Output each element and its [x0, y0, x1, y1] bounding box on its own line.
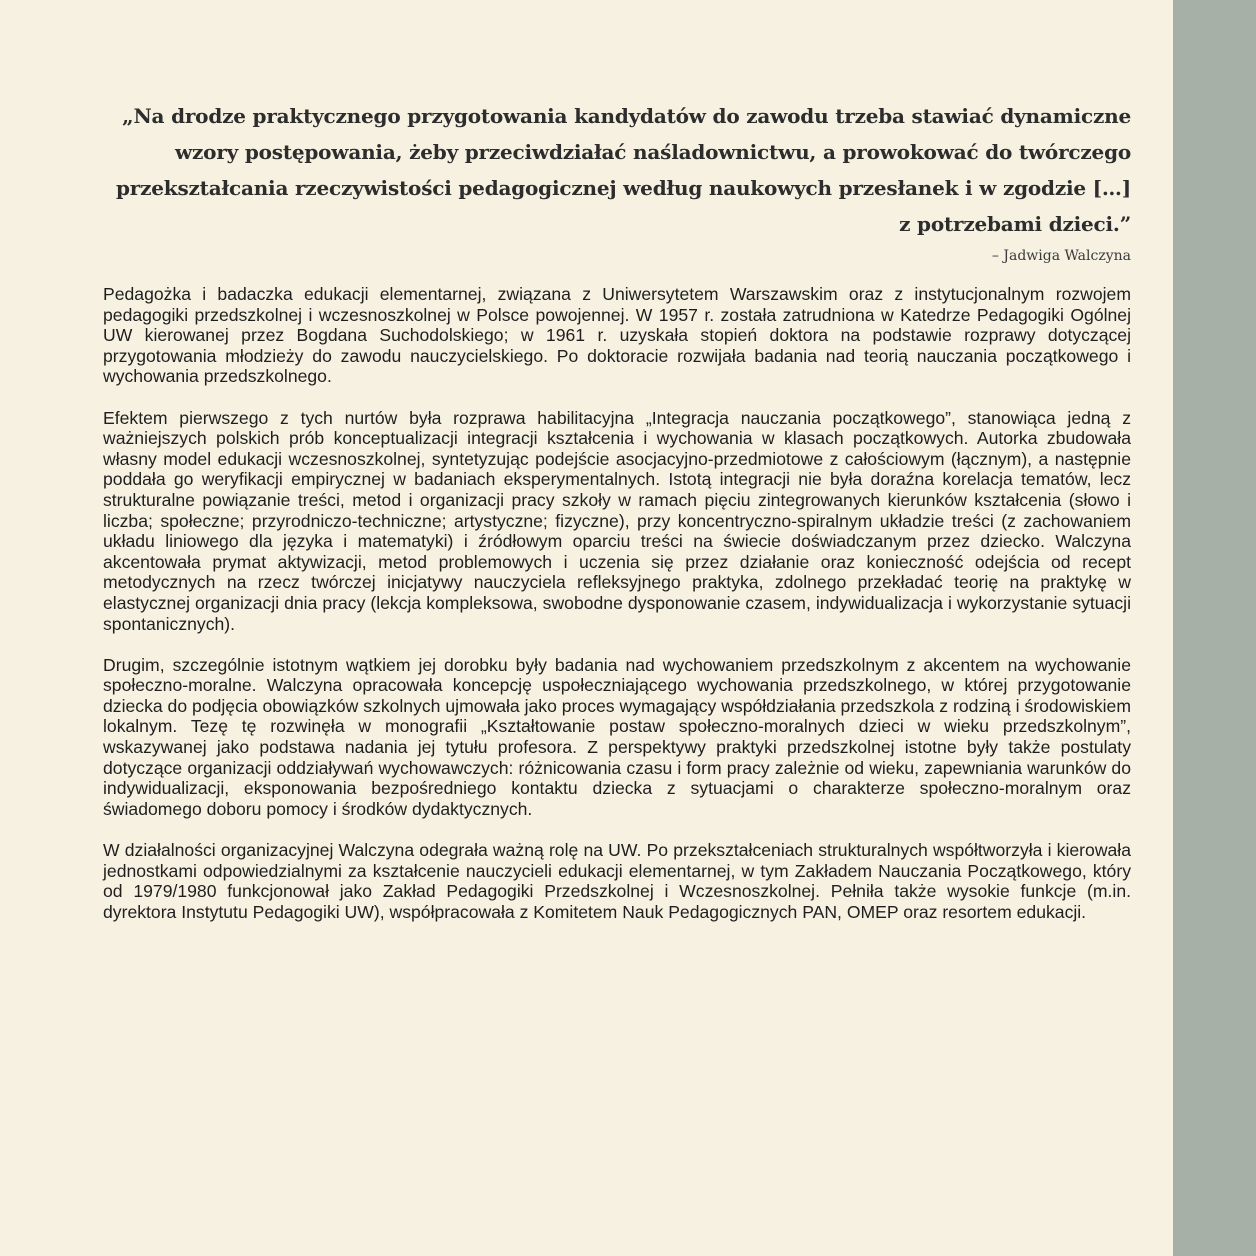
paragraph-4: W działalności organizacyjnej Walczyna odegrała ważną rolę na UW. Po przekształceniach strukturalnych współtworzyła i kierowała jednostkami odpowiedzialnymi za kształcenie nauczycieli edukacji elementarnej, w tym Zakładem Nauczania Początkowego, który od 1979/1980 funkcjonował jako Zakład Pedagogiki Przedszkolnej i Wczesnoszkolnej. Pełniła także wysokie funkcje (m.in. dyrektora Instytutu Pedagogiki UW), współpracowała z Komitetem Nauk Pedagogicznych PAN, OMEP oraz resortem edukacji. — [103, 840, 1131, 922]
quote-text: „Na drodze praktycznego przygotowania kandydatów do zawodu trzeba stawiać dynamiczne wzory postępowania, żeby przeciwdziałać naśladownictwu, a prowokować do twórczego przekształcania rzeczywistości pedagogicznej według naukowych przesłanek i w zgodzie […] z potrzebami dzieci.” — [116, 104, 1131, 236]
biography-text — [103, 284, 1131, 943]
paragraph-1: Pedagożka i badaczka edukacji elementarnej, związana z Uniwersytetem Warszawskim oraz z instytucjonalnym rozwojem pedagogiki przedszkolnej i wczesnoszkolnej w Polsce powojennej. W 1957 r. została zatrudniona w Katedrze Pedagogiki Ogólnej UW kierowanej przez Bogdana Suchodolskiego; w 1961 r. uzyskała stopień doktora na podstawie rozprawy dotyczącej przygotowania młodzieży do zawodu nauczycielskiego. Po doktoracie rozwijała badania nad teorią nauczania początkowego i wychowania przedszkolnego. — [103, 284, 1131, 387]
side-color-strip — [1173, 0, 1256, 1256]
quote-author: – Jadwiga Walczyna — [991, 248, 1131, 264]
paragraph-2: Efektem pierwszego z tych nurtów była rozprawa habilitacyjna „Integracja nauczania początkowego”, stanowiąca jedną z ważniejszych polskich prób konceptualizacji integracji kształcenia i wychowania w klasach początkowych. Autorka zbudowała własny model edukacji wczesnoszkolnej, syntetyzując podejście asocjacyjno-przedmiotowe z całościowym (łącznym), a następnie poddała go weryfikacji empirycznej w badaniach eksperymentalnych. Istotą integracji nie była doraźna korelacja tematów, lecz strukturalne powiązanie treści, metod i organizacji pracy szkoły w ramach pięciu zintegrowanych kierunków kształcenia (słowo i liczba; społeczne; przyrodniczo-techniczne; artystyczne; fizyczne), przy koncentryczno-spiralnym układzie treści (z zachowaniem układu liniowego dla języka i matematyki) i źródłowym oparciu treści na świecie doświadczanym przez dziecko. Walczyna akcentowała prymat aktywizacji, metod problemowych i uczenia się przez działanie oraz konieczność odejścia od recept metodycznych na rzecz twórczej inicjatywy nauczyciela refleksyjnego praktyka, zdolnego przekładać teorię na praktykę w elastycznej organizacji dnia pracy (lekcja kompleksowa, swobodne dysponowanie czasem, indywidualizacja i wykorzystanie sytuacji spontanicznych). — [103, 407, 1131, 634]
paragraph-3: Drugim, szczególnie istotnym wątkiem jej dorobku były badania nad wychowaniem przedszkolnym z akcentem na wychowanie społeczno-moralne. Walczyna opracowała koncepcję uspołeczniającego wychowania przedszkolnego, w której przygotowanie dziecka do podjęcia obowiązków szkolnych ujmowała jako proces wymagający współdziałania przedszkola z rodziną i środowiskiem lokalnym. Tezę tę rozwinęła w monografii „Kształtowanie postaw społeczno-moralnych dzieci w wieku przedszkolnym”, wskazywanej jako podstawa nadania jej tytułu profesora. Z perspektywy praktyki przedszkolnej istotne były także postulaty dotyczące organizacji oddziaływań wychowawczych: różnicowania czasu i form pracy zależnie od wieku, zapewniania warunków do indywidualizacji, eksponowania bezpośredniego kontaktu dziecka z sytuacjami o charakterze społeczno-moralnym oraz świadomego doboru pomocy i środków dydaktycznych. — [103, 654, 1131, 819]
quote-block — [100, 98, 1131, 264]
